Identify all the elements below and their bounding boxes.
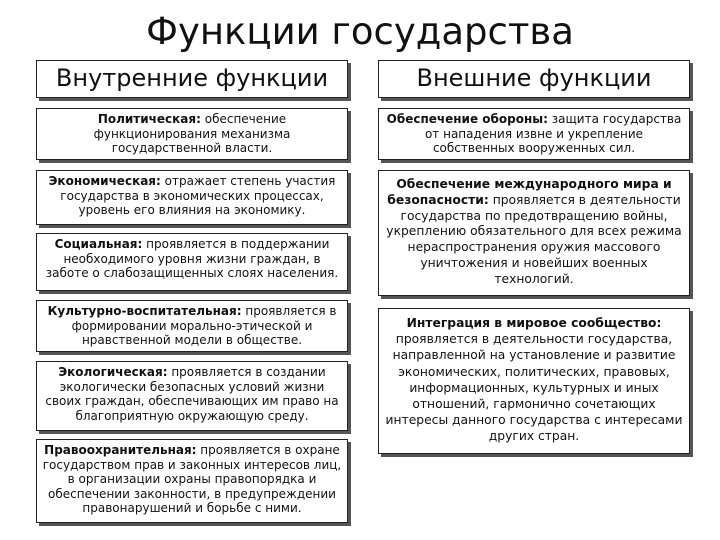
function-description: проявляется в охране государством прав и законных интересов лиц, в организации охраны правопорядка и обеспечении законности, в предупреждении правонарушений и борьбе с ними. bbox=[42, 443, 342, 516]
cultural-function-box bbox=[36, 300, 348, 352]
function-description: защита государства от нападения извне и укрепление собственных вооруженных сил. bbox=[424, 112, 682, 156]
defense-function-box bbox=[378, 108, 690, 160]
function-description: отражает степень участия государства в экономических процессах, уровень его влияния на экономику. bbox=[60, 174, 336, 218]
function-term: Экономическая: bbox=[48, 174, 161, 188]
function-term: Интеграция в мировое сообщество: bbox=[406, 316, 662, 330]
ecological-function-box bbox=[36, 361, 348, 431]
function-description: проявляется в создании экологически безопасных условий жизни своих граждан, обеспечивающих им право на благоприятную окружающую среду. bbox=[45, 365, 339, 423]
function-term: Обеспечение обороны: bbox=[386, 112, 548, 126]
peace-security-function-box bbox=[378, 170, 690, 296]
page-title: Функции государства bbox=[146, 10, 574, 53]
function-term: Обеспечение международного мира и безопасности: bbox=[387, 177, 672, 207]
function-description: проявляется в деятельности государства, направленной на установление и развитие экономических, политических, правовых, информационных, культурных и иных отношений, гармонично сочетающих интересы данного государства с интересами других стран. bbox=[385, 332, 683, 444]
function-description: обеспечение функционирования механизма государственной власти. bbox=[93, 112, 291, 156]
internal-functions-header: Внутренние функции bbox=[36, 60, 348, 98]
integration-function-box bbox=[378, 308, 690, 454]
external-functions-header: Внешние функции bbox=[378, 60, 690, 98]
economic-function-box bbox=[36, 170, 348, 225]
law-enforcement-function-box bbox=[36, 439, 348, 523]
function-description: проявляется в поддержании необходимого уровня жизни граждан, в заботе о слабозащищенных слоях населения. bbox=[45, 237, 339, 281]
function-description: проявляется в формировании морально-этической и нравственной модели в обществе. bbox=[71, 304, 337, 348]
function-term: Социальная: bbox=[54, 237, 143, 251]
function-description: проявляется в деятельности государства по предотвращению войны, укреплению обязательного для всех режима нераспространения оружия массового уничтожения и новейших военных технологий. bbox=[386, 192, 682, 286]
function-term: Экологическая: bbox=[58, 365, 168, 379]
function-term: Правоохранительная: bbox=[44, 443, 197, 457]
function-term: Культурно-воспитательная: bbox=[47, 304, 242, 318]
function-term: Политическая: bbox=[97, 112, 201, 126]
political-function-box bbox=[36, 108, 348, 160]
social-function-box bbox=[36, 233, 348, 291]
